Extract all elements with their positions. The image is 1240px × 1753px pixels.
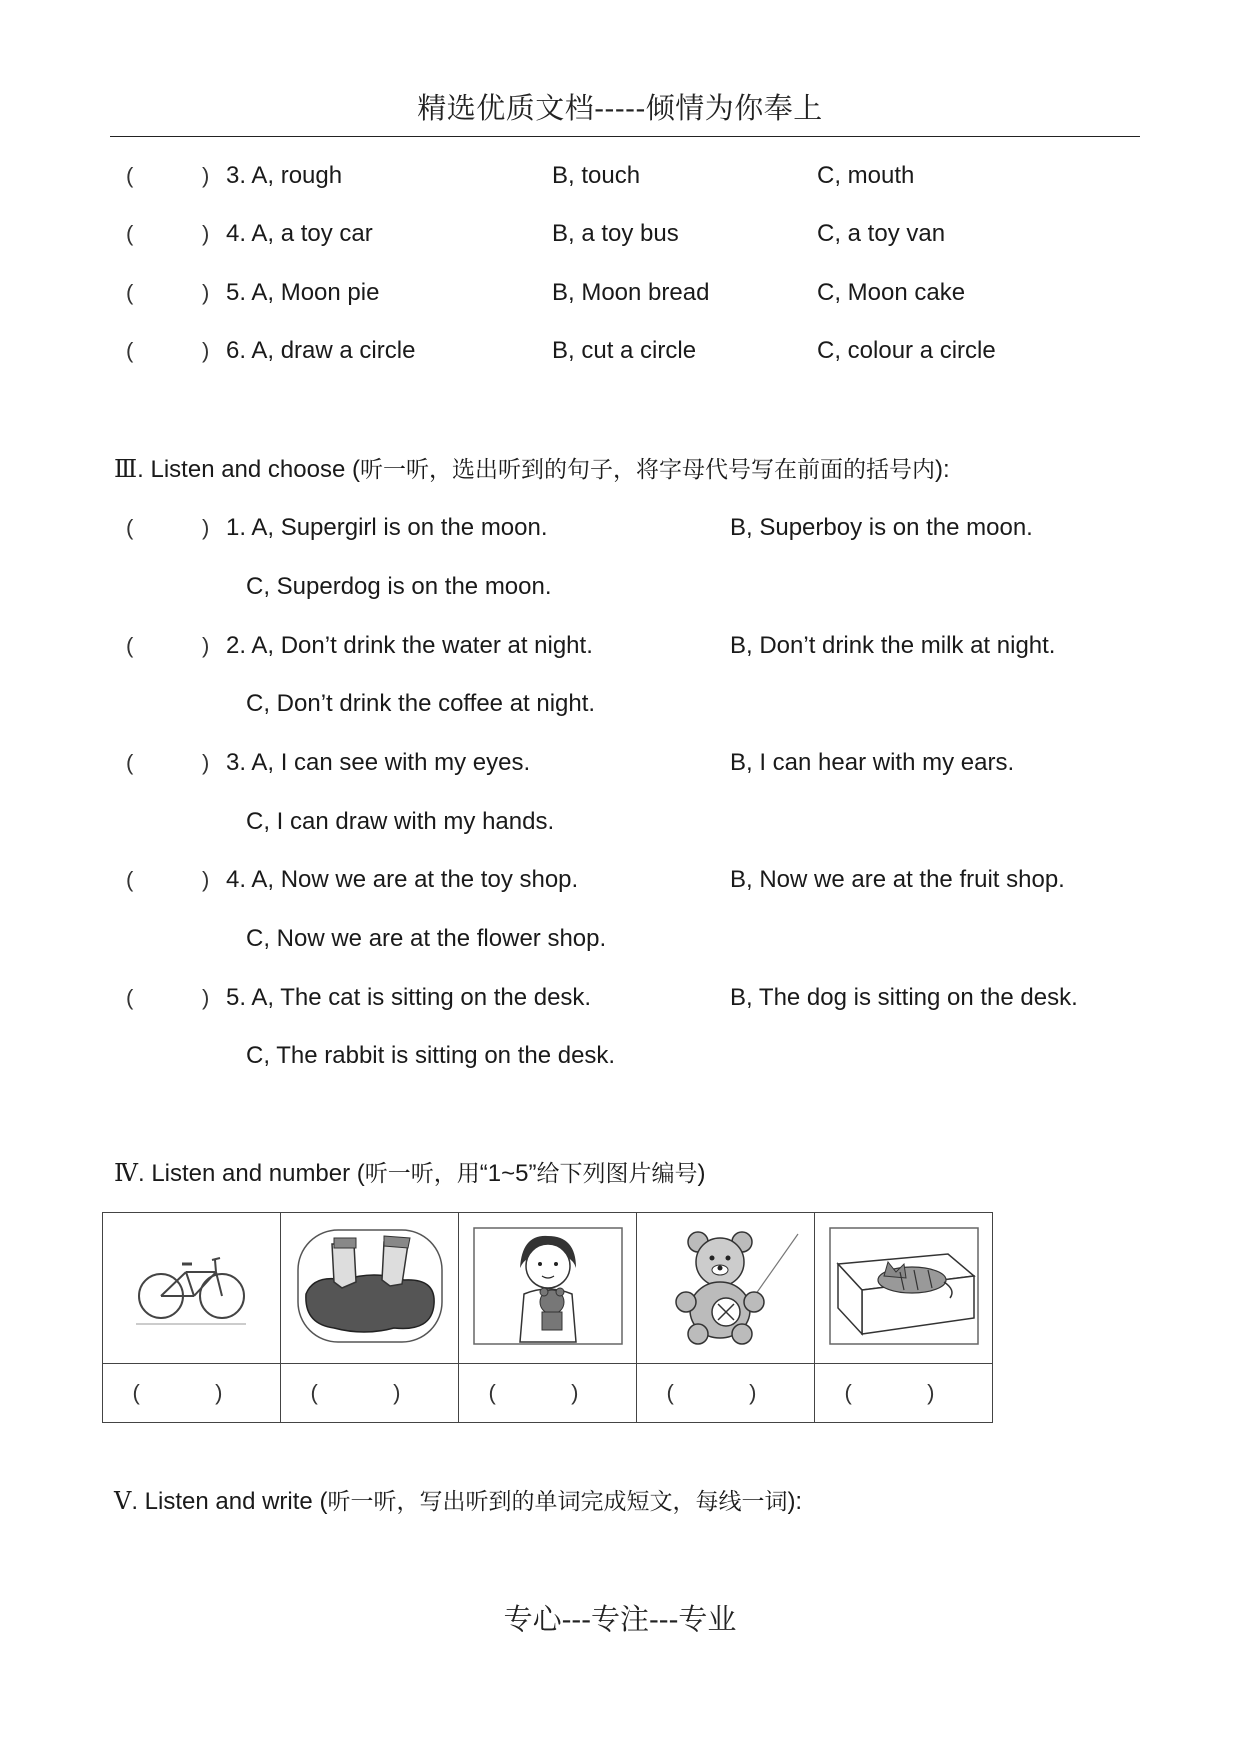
s3-item-2 bbox=[0, 626, 1240, 666]
option-b: B, touch bbox=[552, 162, 641, 189]
s3-item-3 bbox=[0, 743, 1240, 783]
option-a: 1. A, Supergirl is on the moon. bbox=[226, 514, 548, 541]
answer-blank-1[interactable]: ( ) bbox=[103, 1364, 281, 1423]
option-b: B, Superboy is on the moon. bbox=[730, 514, 1033, 541]
option-b: B, The dog is sitting on the desk. bbox=[730, 984, 1078, 1011]
option-a: 3. A, rough bbox=[226, 162, 343, 189]
option-c: C, I can draw with my hands. bbox=[246, 808, 555, 835]
s2-item-4 bbox=[0, 214, 1240, 254]
section-5-title: Ⅴ. Listen and write (听一听，写出听到的单词完成短文，每线一词): bbox=[114, 1487, 803, 1515]
answer-blank-5[interactable]: ( ) bbox=[815, 1364, 993, 1423]
option-a: 6. A, draw a circle bbox=[226, 337, 416, 364]
option-c: C, Don’t drink the coffee at night. bbox=[246, 690, 596, 717]
answer-paren-close: ) bbox=[202, 750, 210, 775]
s2-item-3 bbox=[0, 156, 1240, 196]
page-header: 精选优质文档-----倾情为你奉上 bbox=[417, 91, 823, 125]
answer-paren-close: ) bbox=[202, 221, 210, 246]
answer-paren-close: ) bbox=[202, 163, 210, 188]
option-c: C, Moon cake bbox=[817, 279, 966, 306]
answer-paren-close: ) bbox=[202, 280, 210, 305]
answer-paren-close: ) bbox=[202, 867, 210, 892]
answer-paren-close: ) bbox=[202, 338, 210, 363]
teddy-bear-icon bbox=[650, 1224, 802, 1348]
option-b: B, Moon bread bbox=[552, 279, 710, 306]
answer-paren-close: ) bbox=[202, 633, 210, 658]
picture-cell-1 bbox=[103, 1213, 281, 1364]
s3-item-3-c bbox=[0, 802, 1240, 842]
option-a: 3. A, I can see with my eyes. bbox=[226, 749, 531, 776]
answer-paren-close: ) bbox=[202, 985, 210, 1010]
section-4-title: Ⅳ. Listen and number (听一听，用“1~5”给下列图片编号) bbox=[114, 1159, 706, 1187]
option-a: 4. A, a toy car bbox=[226, 220, 373, 247]
option-a: 4. A, Now we are at the toy shop. bbox=[226, 866, 579, 893]
s3-item-4-c bbox=[0, 919, 1240, 959]
s3-item-1 bbox=[0, 508, 1240, 548]
answer-blank-3[interactable]: ( ) bbox=[459, 1364, 637, 1423]
s2-item-5 bbox=[0, 273, 1240, 313]
answer-paren-open[interactable]: ( bbox=[126, 750, 134, 775]
answer-paren-open[interactable]: ( bbox=[126, 867, 134, 892]
answer-paren-open[interactable]: ( bbox=[126, 338, 134, 363]
answer-blank-4[interactable]: ( ) bbox=[637, 1364, 815, 1423]
option-c: C, Now we are at the flower shop. bbox=[246, 925, 607, 952]
option-c: C, colour a circle bbox=[817, 337, 996, 364]
answer-paren-open[interactable]: ( bbox=[126, 221, 134, 246]
s3-item-1-c bbox=[0, 567, 1240, 607]
girl-with-teddy-icon bbox=[472, 1224, 624, 1348]
option-a: 5. A, The cat is sitting on the desk. bbox=[226, 984, 592, 1011]
header-divider bbox=[110, 136, 1140, 137]
answer-blank-2[interactable]: ( ) bbox=[281, 1364, 459, 1423]
picture-cell-3 bbox=[459, 1213, 637, 1364]
option-c: C, mouth bbox=[817, 162, 915, 189]
s3-item-2-c bbox=[0, 684, 1240, 724]
answer-paren-open[interactable]: ( bbox=[126, 515, 134, 540]
option-b: B, cut a circle bbox=[552, 337, 697, 364]
answer-paren-open[interactable]: ( bbox=[126, 280, 134, 305]
option-b: B, Don’t drink the milk at night. bbox=[730, 632, 1056, 659]
option-b: B, a toy bus bbox=[552, 220, 679, 247]
s2-item-6 bbox=[0, 331, 1240, 371]
picture-cell-2 bbox=[281, 1213, 459, 1364]
option-a: 5. A, Moon pie bbox=[226, 279, 380, 306]
page-footer: 专心---专注---专业 bbox=[503, 1602, 737, 1636]
option-c: C, a toy van bbox=[817, 220, 946, 247]
answer-paren-open[interactable]: ( bbox=[126, 633, 134, 658]
answer-paren-close: ) bbox=[202, 515, 210, 540]
s3-item-4 bbox=[0, 860, 1240, 900]
hands-on-dough-icon bbox=[294, 1224, 446, 1348]
picture-cell-4 bbox=[637, 1213, 815, 1364]
section-3-title: Ⅲ. Listen and choose (听一听，选出听到的句子，将字母代号写在前面的括号内): bbox=[114, 455, 950, 483]
option-c: C, Superdog is on the moon. bbox=[246, 573, 552, 600]
answer-paren-open[interactable]: ( bbox=[126, 985, 134, 1010]
cat-in-box-icon bbox=[828, 1224, 980, 1348]
s3-item-5 bbox=[0, 978, 1240, 1018]
option-b: B, Now we are at the fruit shop. bbox=[730, 866, 1065, 893]
option-b: B, I can hear with my ears. bbox=[730, 749, 1015, 776]
picture-table bbox=[102, 1212, 993, 1423]
s3-item-5-c bbox=[0, 1036, 1240, 1076]
option-a: 2. A, Don’t drink the water at night. bbox=[226, 632, 593, 659]
option-c: C, The rabbit is sitting on the desk. bbox=[246, 1042, 616, 1069]
answer-paren-open[interactable]: ( bbox=[126, 163, 134, 188]
picture-cell-5 bbox=[815, 1213, 993, 1364]
bicycle-icon bbox=[116, 1224, 268, 1348]
